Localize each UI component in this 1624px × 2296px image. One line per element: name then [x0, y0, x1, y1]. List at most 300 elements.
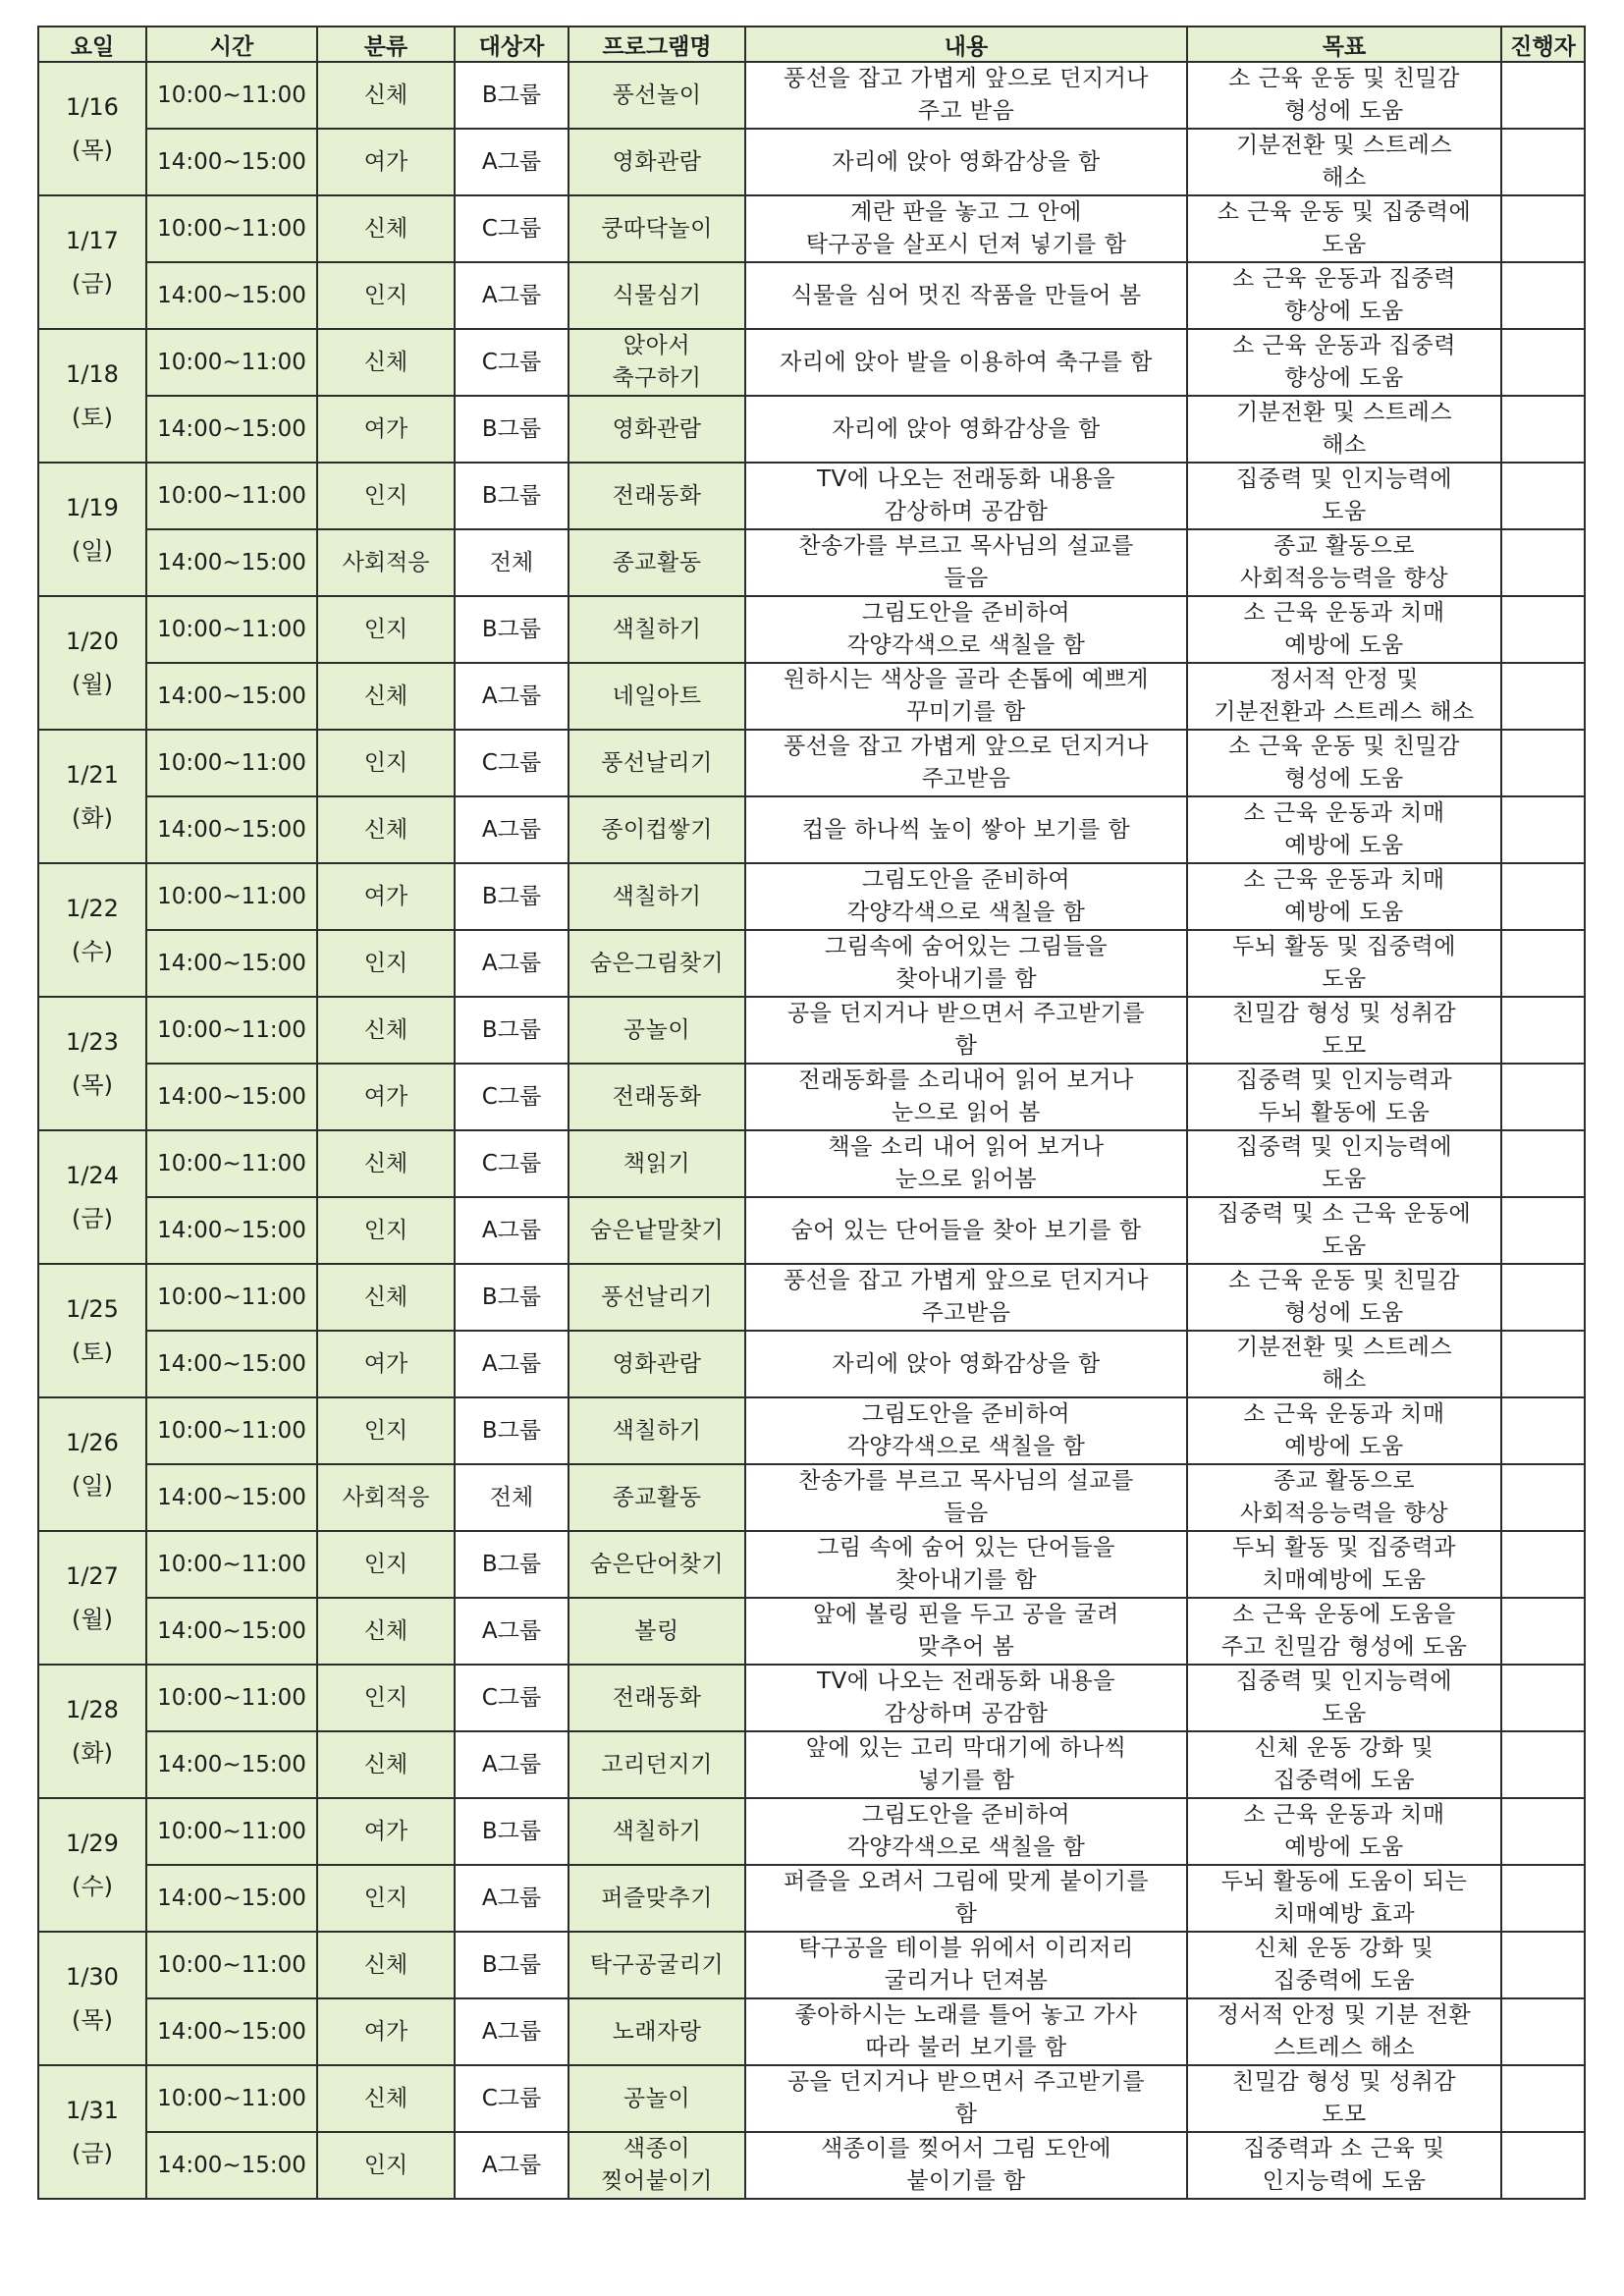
group-cell: A그룹: [455, 930, 568, 997]
table-row: [38, 1998, 1585, 2065]
time-cell: 10:00~11:00: [146, 1932, 317, 1998]
time-cell: 10:00~11:00: [146, 195, 317, 262]
content-cell: TV에 나오는 전래동화 내용을 감상하며 공감함: [745, 1665, 1187, 1731]
group-cell: B그룹: [455, 396, 568, 463]
day-date: 1/20: [66, 628, 119, 655]
goal-cell: 종교 활동으로 사회적응능력을 향상: [1187, 529, 1501, 596]
leader-cell: [1501, 262, 1585, 329]
day-weekday: (일): [72, 537, 113, 565]
goal-cell: 신체 운동 강화 및 집중력에 도움: [1187, 1932, 1501, 1998]
program-cell: 숨은단어찾기: [568, 1531, 745, 1598]
category-cell: 신체: [317, 1598, 455, 1665]
time-cell: 10:00~11:00: [146, 997, 317, 1064]
table-row: [38, 1932, 1585, 1998]
leader-cell: [1501, 730, 1585, 796]
group-cell: C그룹: [455, 2065, 568, 2132]
program-cell: 영화관람: [568, 396, 745, 463]
table-row: [38, 1130, 1585, 1197]
time-cell: 10:00~11:00: [146, 863, 317, 930]
day-cell: [38, 195, 146, 329]
group-cell: 전체: [455, 529, 568, 596]
program-cell: 풍선날리기: [568, 1264, 745, 1331]
goal-cell: 집중력 및 소 근육 운동에 도움: [1187, 1197, 1501, 1264]
program-cell: 종교활동: [568, 529, 745, 596]
day-weekday: (금): [72, 270, 113, 298]
goal-cell: 두뇌 활동에 도움이 되는 치매예방 효과: [1187, 1865, 1501, 1932]
leader-cell: [1501, 1598, 1585, 1665]
day-cell: [38, 62, 146, 195]
group-cell: B그룹: [455, 1264, 568, 1331]
content-cell: 탁구공을 테이블 위에서 이리저리 굴리거나 던져봄: [745, 1932, 1187, 1998]
content-cell: 자리에 앉아 영화감상을 함: [745, 129, 1187, 195]
content-cell: 풍선을 잡고 가볍게 앞으로 던지거나 주고받음: [745, 730, 1187, 796]
time-cell: 10:00~11:00: [146, 730, 317, 796]
category-cell: 사회적응: [317, 1464, 455, 1531]
day-date: 1/28: [66, 1696, 119, 1723]
time-cell: 14:00~15:00: [146, 663, 317, 730]
day-weekday: (월): [72, 671, 113, 698]
goal-cell: 정서적 안정 및 기분전환과 스트레스 해소: [1187, 663, 1501, 730]
category-cell: 신체: [317, 62, 455, 129]
group-cell: A그룹: [455, 1331, 568, 1397]
header-day: 요일: [38, 27, 146, 62]
program-cell: 풍선놀이: [568, 62, 745, 129]
program-cell: 공놀이: [568, 997, 745, 1064]
leader-cell: [1501, 930, 1585, 997]
goal-cell: 소 근육 운동과 치매 예방에 도움: [1187, 863, 1501, 930]
day-weekday: (토): [72, 404, 113, 431]
goal-cell: 집중력 및 인지능력과 두뇌 활동에 도움: [1187, 1064, 1501, 1130]
time-cell: 10:00~11:00: [146, 1665, 317, 1731]
table-row: [38, 2065, 1585, 2132]
table-row: [38, 930, 1585, 997]
goal-cell: 소 근육 운동 및 친밀감 형성에 도움: [1187, 1264, 1501, 1331]
leader-cell: [1501, 529, 1585, 596]
group-cell: B그룹: [455, 596, 568, 663]
group-cell: C그룹: [455, 195, 568, 262]
program-cell: 색칠하기: [568, 596, 745, 663]
content-cell: 찬송가를 부르고 목사님의 설교를 들음: [745, 529, 1187, 596]
table-row: [38, 1331, 1585, 1397]
program-cell: 색칠하기: [568, 1397, 745, 1464]
table-row: [38, 129, 1585, 195]
goal-cell: 기분전환 및 스트레스 해소: [1187, 396, 1501, 463]
program-cell: 쿵따닥놀이: [568, 195, 745, 262]
time-cell: 10:00~11:00: [146, 463, 317, 529]
content-cell: 그림도안을 준비하여 각양각색으로 색칠을 함: [745, 596, 1187, 663]
leader-cell: [1501, 195, 1585, 262]
leader-cell: [1501, 1130, 1585, 1197]
goal-cell: 소 근육 운동과 치매 예방에 도움: [1187, 796, 1501, 863]
goal-cell: 집중력 및 인지능력에 도움: [1187, 1665, 1501, 1731]
content-cell: 퍼즐을 오려서 그림에 맞게 붙이기를 함: [745, 1865, 1187, 1932]
goal-cell: 집중력 및 인지능력에 도움: [1187, 463, 1501, 529]
time-cell: 14:00~15:00: [146, 930, 317, 997]
goal-cell: 정서적 안정 및 기분 전환 스트레스 해소: [1187, 1998, 1501, 2065]
leader-cell: [1501, 1531, 1585, 1598]
goal-cell: 친밀감 형성 및 성취감 도모: [1187, 997, 1501, 1064]
goal-cell: 소 근육 운동 및 친밀감 형성에 도움: [1187, 62, 1501, 129]
header-time: 시간: [146, 27, 317, 62]
leader-cell: [1501, 62, 1585, 129]
leader-cell: [1501, 1197, 1585, 1264]
group-cell: A그룹: [455, 129, 568, 195]
leader-cell: [1501, 1932, 1585, 1998]
goal-cell: 소 근육 운동과 집중력 향상에 도움: [1187, 329, 1501, 396]
table-row: [38, 1665, 1585, 1731]
header-category: 분류: [317, 27, 455, 62]
header-row: [38, 27, 1585, 62]
time-cell: 14:00~15:00: [146, 1865, 317, 1932]
header-target: 대상자: [455, 27, 568, 62]
table-row: [38, 329, 1585, 396]
content-cell: 책을 소리 내어 읽어 보거나 눈으로 읽어봄: [745, 1130, 1187, 1197]
leader-cell: [1501, 1331, 1585, 1397]
group-cell: B그룹: [455, 997, 568, 1064]
day-weekday: (목): [72, 1071, 113, 1099]
leader-cell: [1501, 2065, 1585, 2132]
time-cell: 10:00~11:00: [146, 2065, 317, 2132]
category-cell: 신체: [317, 1130, 455, 1197]
time-cell: 14:00~15:00: [146, 1197, 317, 1264]
content-cell: TV에 나오는 전래동화 내용을 감상하며 공감함: [745, 463, 1187, 529]
time-cell: 14:00~15:00: [146, 1331, 317, 1397]
day-date: 1/30: [66, 1963, 119, 1991]
program-cell: 풍선날리기: [568, 730, 745, 796]
content-cell: 그림속에 숨어있는 그림들을 찾아내기를 함: [745, 930, 1187, 997]
day-date: 1/26: [66, 1429, 119, 1456]
time-cell: 10:00~11:00: [146, 62, 317, 129]
leader-cell: [1501, 596, 1585, 663]
content-cell: 그림도안을 준비하여 각양각색으로 색칠을 함: [745, 863, 1187, 930]
program-cell: 숨은낱말찾기: [568, 1197, 745, 1264]
header-program: 프로그램명: [568, 27, 745, 62]
day-date: 1/22: [66, 895, 119, 922]
program-cell: 탁구공굴리기: [568, 1932, 745, 1998]
time-cell: 14:00~15:00: [146, 796, 317, 863]
category-cell: 사회적응: [317, 529, 455, 596]
header-leader: 진행자: [1501, 27, 1585, 62]
time-cell: 10:00~11:00: [146, 596, 317, 663]
program-cell: 영화관람: [568, 1331, 745, 1397]
leader-cell: [1501, 1865, 1585, 1932]
day-date: 1/21: [66, 761, 119, 789]
content-cell: 원하시는 색상을 골라 손톱에 예쁘게 꾸미기를 함: [745, 663, 1187, 730]
program-cell: 고리던지기: [568, 1731, 745, 1798]
program-cell: 종교활동: [568, 1464, 745, 1531]
time-cell: 10:00~11:00: [146, 1397, 317, 1464]
table-row: [38, 463, 1585, 529]
table-row: [38, 596, 1585, 663]
category-cell: 인지: [317, 1865, 455, 1932]
content-cell: 식물을 심어 멋진 작품을 만들어 봄: [745, 262, 1187, 329]
day-date: 1/17: [66, 227, 119, 254]
day-cell: [38, 329, 146, 463]
content-cell: 자리에 앉아 발을 이용하여 축구를 함: [745, 329, 1187, 396]
goal-cell: 소 근육 운동 및 집중력에 도움: [1187, 195, 1501, 262]
time-cell: 14:00~15:00: [146, 1731, 317, 1798]
category-cell: 인지: [317, 1397, 455, 1464]
goal-cell: 소 근육 운동과 집중력 향상에 도움: [1187, 262, 1501, 329]
table-row: [38, 863, 1585, 930]
day-weekday: (수): [72, 938, 113, 965]
leader-cell: [1501, 1731, 1585, 1798]
program-cell: 전래동화: [568, 1665, 745, 1731]
leader-cell: [1501, 329, 1585, 396]
goal-cell: 집중력과 소 근육 및 인지능력에 도움: [1187, 2132, 1501, 2199]
day-cell: [38, 463, 146, 596]
program-cell: 책읽기: [568, 1130, 745, 1197]
content-cell: 컵을 하나씩 높이 쌓아 보기를 함: [745, 796, 1187, 863]
program-cell: 색종이 찢어붙이기: [568, 2132, 745, 2199]
table-row: [38, 1464, 1585, 1531]
table-row: [38, 1865, 1585, 1932]
category-cell: 신체: [317, 796, 455, 863]
day-cell: [38, 1798, 146, 1932]
program-cell: 전래동화: [568, 1064, 745, 1130]
time-cell: 14:00~15:00: [146, 262, 317, 329]
category-cell: 신체: [317, 329, 455, 396]
header-content: 내용: [745, 27, 1187, 62]
program-cell: 숨은그림찾기: [568, 930, 745, 997]
group-cell: B그룹: [455, 863, 568, 930]
group-cell: B그룹: [455, 463, 568, 529]
group-cell: B그룹: [455, 1397, 568, 1464]
group-cell: A그룹: [455, 2132, 568, 2199]
day-cell: [38, 1932, 146, 2065]
group-cell: A그룹: [455, 1998, 568, 2065]
group-cell: B그룹: [455, 1531, 568, 1598]
goal-cell: 소 근육 운동에 도움을 주고 친밀감 형성에 도움: [1187, 1598, 1501, 1665]
group-cell: B그룹: [455, 1798, 568, 1865]
category-cell: 여가: [317, 1064, 455, 1130]
content-cell: 계란 판을 놓고 그 안에 탁구공을 살포시 던져 넣기를 함: [745, 195, 1187, 262]
goal-cell: 기분전환 및 스트레스 해소: [1187, 1331, 1501, 1397]
day-date: 1/18: [66, 360, 119, 388]
time-cell: 14:00~15:00: [146, 129, 317, 195]
content-cell: 찬송가를 부르고 목사님의 설교를 들음: [745, 1464, 1187, 1531]
day-cell: [38, 1531, 146, 1665]
day-weekday: (화): [72, 1739, 113, 1767]
category-cell: 인지: [317, 596, 455, 663]
content-cell: 좋아하시는 노래를 틀어 놓고 가사 따라 불러 보기를 함: [745, 1998, 1187, 2065]
day-weekday: (금): [72, 2140, 113, 2167]
category-cell: 인지: [317, 463, 455, 529]
goal-cell: 신체 운동 강화 및 집중력에 도움: [1187, 1731, 1501, 1798]
day-date: 1/24: [66, 1162, 119, 1189]
category-cell: 인지: [317, 1665, 455, 1731]
table-row: [38, 2132, 1585, 2199]
group-cell: A그룹: [455, 1197, 568, 1264]
program-cell: 영화관람: [568, 129, 745, 195]
day-date: 1/19: [66, 494, 119, 521]
content-cell: 공을 던지거나 받으면서 주고받기를 함: [745, 997, 1187, 1064]
time-cell: 10:00~11:00: [146, 329, 317, 396]
day-date: 1/23: [66, 1028, 119, 1056]
leader-cell: [1501, 1798, 1585, 1865]
category-cell: 여가: [317, 863, 455, 930]
table-row: [38, 1264, 1585, 1331]
program-cell: 색칠하기: [568, 1798, 745, 1865]
day-date: 1/31: [66, 2097, 119, 2124]
time-cell: 14:00~15:00: [146, 2132, 317, 2199]
content-cell: 자리에 앉아 영화감상을 함: [745, 396, 1187, 463]
category-cell: 신체: [317, 2065, 455, 2132]
table-row: [38, 396, 1585, 463]
content-cell: 앞에 있는 고리 막대기에 하나씩 넣기를 함: [745, 1731, 1187, 1798]
category-cell: 인지: [317, 262, 455, 329]
leader-cell: [1501, 2132, 1585, 2199]
group-cell: A그룹: [455, 262, 568, 329]
day-cell: [38, 997, 146, 1130]
leader-cell: [1501, 1998, 1585, 2065]
group-cell: A그룹: [455, 1865, 568, 1932]
goal-cell: 소 근육 운동과 치매 예방에 도움: [1187, 1397, 1501, 1464]
category-cell: 여가: [317, 1331, 455, 1397]
table-row: [38, 1064, 1585, 1130]
group-cell: C그룹: [455, 329, 568, 396]
program-cell: 퍼즐맞추기: [568, 1865, 745, 1932]
time-cell: 10:00~11:00: [146, 1798, 317, 1865]
table-row: [38, 796, 1585, 863]
category-cell: 신체: [317, 1731, 455, 1798]
program-cell: 종이컵쌓기: [568, 796, 745, 863]
day-weekday: (일): [72, 1472, 113, 1500]
group-cell: B그룹: [455, 1932, 568, 1998]
table-row: [38, 1731, 1585, 1798]
content-cell: 그림 속에 숨어 있는 단어들을 찾아내기를 함: [745, 1531, 1187, 1598]
group-cell: A그룹: [455, 1598, 568, 1665]
table-row: [38, 1798, 1585, 1865]
content-cell: 공을 던지거나 받으면서 주고받기를 함: [745, 2065, 1187, 2132]
group-cell: C그룹: [455, 1064, 568, 1130]
category-cell: 신체: [317, 1264, 455, 1331]
program-cell: 앉아서 축구하기: [568, 329, 745, 396]
schedule-table: [37, 26, 1586, 2200]
goal-cell: 소 근육 운동과 치매 예방에 도움: [1187, 1798, 1501, 1865]
time-cell: 14:00~15:00: [146, 396, 317, 463]
day-cell: [38, 730, 146, 863]
category-cell: 인지: [317, 730, 455, 796]
leader-cell: [1501, 129, 1585, 195]
table-row: [38, 1598, 1585, 1665]
program-cell: 네일아트: [568, 663, 745, 730]
group-cell: C그룹: [455, 1130, 568, 1197]
day-weekday: (월): [72, 1606, 113, 1633]
content-cell: 풍선을 잡고 가볍게 앞으로 던지거나 주고받음: [745, 1264, 1187, 1331]
program-cell: 색칠하기: [568, 863, 745, 930]
day-cell: [38, 2065, 146, 2199]
program-cell: 볼링: [568, 1598, 745, 1665]
category-cell: 신체: [317, 195, 455, 262]
day-cell: [38, 1665, 146, 1798]
category-cell: 신체: [317, 663, 455, 730]
group-cell: C그룹: [455, 730, 568, 796]
time-cell: 14:00~15:00: [146, 1998, 317, 2065]
goal-cell: 소 근육 운동 및 친밀감 형성에 도움: [1187, 730, 1501, 796]
category-cell: 인지: [317, 1197, 455, 1264]
leader-cell: [1501, 1665, 1585, 1731]
content-cell: 풍선을 잡고 가볍게 앞으로 던지거나 주고 받음: [745, 62, 1187, 129]
leader-cell: [1501, 1264, 1585, 1331]
table-row: [38, 62, 1585, 129]
day-date: 1/25: [66, 1295, 119, 1323]
category-cell: 여가: [317, 1998, 455, 2065]
day-weekday: (화): [72, 804, 113, 832]
goal-cell: 두뇌 활동 및 집중력에 도움: [1187, 930, 1501, 997]
content-cell: 그림도안을 준비하여 각양각색으로 색칠을 함: [745, 1798, 1187, 1865]
leader-cell: [1501, 997, 1585, 1064]
day-weekday: (목): [72, 2006, 113, 2034]
day-date: 1/27: [66, 1562, 119, 1590]
table-row: [38, 262, 1585, 329]
table-row: [38, 1531, 1585, 1598]
group-cell: A그룹: [455, 796, 568, 863]
time-cell: 14:00~15:00: [146, 529, 317, 596]
content-cell: 그림도안을 준비하여 각양각색으로 색칠을 함: [745, 1397, 1187, 1464]
content-cell: 자리에 앉아 영화감상을 함: [745, 1331, 1187, 1397]
header-goal: 목표: [1187, 27, 1501, 62]
group-cell: 전체: [455, 1464, 568, 1531]
table-row: [38, 529, 1585, 596]
group-cell: A그룹: [455, 1731, 568, 1798]
category-cell: 인지: [317, 1531, 455, 1598]
leader-cell: [1501, 863, 1585, 930]
category-cell: 여가: [317, 1798, 455, 1865]
day-date: 1/16: [66, 93, 119, 121]
content-cell: 색종이를 찢어서 그림 도안에 붙이기를 함: [745, 2132, 1187, 2199]
day-weekday: (목): [72, 137, 113, 164]
time-cell: 10:00~11:00: [146, 1264, 317, 1331]
leader-cell: [1501, 1464, 1585, 1531]
category-cell: 인지: [317, 2132, 455, 2199]
program-cell: 전래동화: [568, 463, 745, 529]
category-cell: 여가: [317, 129, 455, 195]
leader-cell: [1501, 796, 1585, 863]
time-cell: 10:00~11:00: [146, 1531, 317, 1598]
table-row: [38, 195, 1585, 262]
day-weekday: (금): [72, 1205, 113, 1232]
time-cell: 14:00~15:00: [146, 1464, 317, 1531]
day-cell: [38, 863, 146, 997]
goal-cell: 친밀감 형성 및 성취감 도모: [1187, 2065, 1501, 2132]
content-cell: 숨어 있는 단어들을 찾아 보기를 함: [745, 1197, 1187, 1264]
day-weekday: (수): [72, 1873, 113, 1900]
day-date: 1/29: [66, 1830, 119, 1857]
time-cell: 10:00~11:00: [146, 1130, 317, 1197]
goal-cell: 두뇌 활동 및 집중력과 치매예방에 도움: [1187, 1531, 1501, 1598]
content-cell: 앞에 볼링 핀을 두고 공을 굴려 맞추어 봄: [745, 1598, 1187, 1665]
time-cell: 14:00~15:00: [146, 1064, 317, 1130]
category-cell: 신체: [317, 1932, 455, 1998]
leader-cell: [1501, 463, 1585, 529]
leader-cell: [1501, 663, 1585, 730]
table-row: [38, 730, 1585, 796]
day-cell: [38, 1130, 146, 1264]
day-cell: [38, 596, 146, 730]
table-row: [38, 663, 1585, 730]
goal-cell: 집중력 및 인지능력에 도움: [1187, 1130, 1501, 1197]
program-cell: 식물심기: [568, 262, 745, 329]
content-cell: 전래동화를 소리내어 읽어 보거나 눈으로 읽어 봄: [745, 1064, 1187, 1130]
group-cell: A그룹: [455, 663, 568, 730]
leader-cell: [1501, 1397, 1585, 1464]
group-cell: B그룹: [455, 62, 568, 129]
day-cell: [38, 1397, 146, 1531]
goal-cell: 종교 활동으로 사회적응능력을 향상: [1187, 1464, 1501, 1531]
program-cell: 노래자랑: [568, 1998, 745, 2065]
table-row: [38, 1397, 1585, 1464]
